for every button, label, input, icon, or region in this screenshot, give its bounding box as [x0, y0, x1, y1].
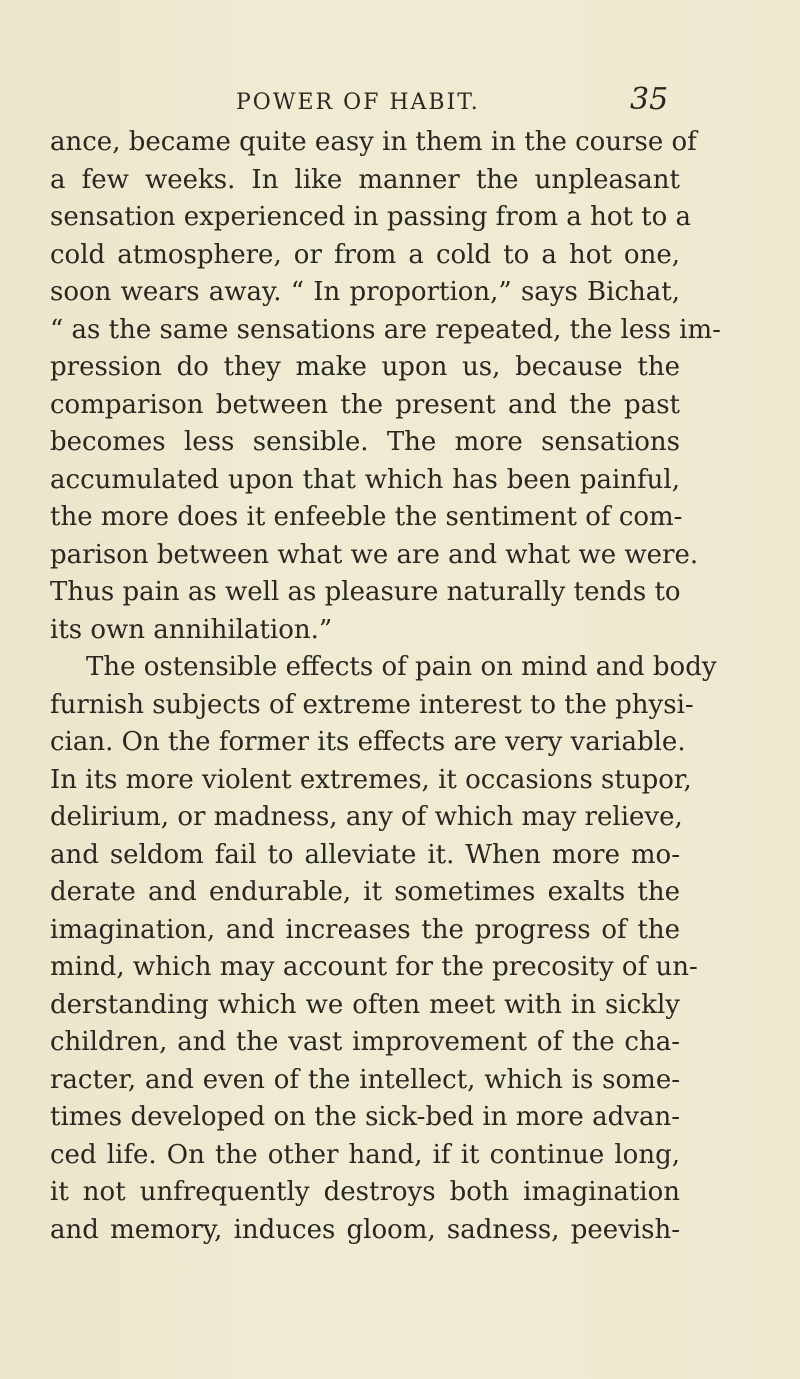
text-line: “ as the same sensations are repeated, the less im-	[50, 314, 721, 345]
text-line: comparison between the present and the past	[50, 389, 680, 420]
running-title: POWER OF HABIT.	[236, 90, 480, 115]
text-line: cian. On the former its effects are very variable.	[50, 727, 686, 757]
text-line: times developed on the sick-bed in more advan-	[50, 1102, 680, 1132]
text-line: sensation experienced in passing from a hot to a	[50, 202, 692, 232]
text-line: becomes less sensible. The more sensations	[50, 427, 680, 457]
page-header	[0, 78, 800, 118]
text-line: cold atmosphere, or from a cold to a hot one,	[50, 239, 680, 270]
text-line: imagination, and increases the progress of the	[50, 914, 680, 945]
text-line: derstanding which we often meet with in sickly	[50, 989, 680, 1020]
text-line: a few weeks. In like manner the unpleasant	[50, 164, 680, 195]
body-text	[50, 124, 721, 1249]
text-line: furnish subjects of extreme interest to the physi-	[50, 689, 694, 720]
text-line: delirium, or madness, any of which may relieve,	[50, 802, 683, 832]
text-line: ced life. On the other hand, if it continue long,	[50, 1139, 680, 1170]
text-line: pression do they make upon us, because the	[50, 352, 680, 382]
text-line: racter, and even of the intellect, which is some-	[50, 1064, 680, 1095]
text-line: mind, which may account for the precosity of un-	[50, 952, 698, 982]
text-line: parison between what we are and what we were.	[50, 539, 699, 570]
paragraph-start-line: The ostensible effects of pain on mind and body	[86, 652, 717, 682]
text-line: ance, became quite easy in them in the course of	[50, 127, 697, 157]
text-line: children, and the vast improvement of the cha-	[50, 1027, 680, 1057]
page-number: 35	[630, 82, 669, 117]
text-line: derate and endurable, it sometimes exalts the	[50, 877, 680, 907]
text-line: it not unfrequently destroys both imagination	[50, 1177, 680, 1207]
text-line: and seldom fail to alleviate it. When more mo-	[50, 839, 680, 870]
text-line: In its more violent extremes, it occasions stupor,	[50, 764, 692, 795]
text-line: accumulated upon that which has been painful,	[50, 464, 680, 495]
text-line: Thus pain as well as pleasure naturally tends to	[50, 577, 681, 607]
text-line: soon wears away. “ In proportion,” says Bichat,	[50, 277, 680, 307]
text-line: and memory, induces gloom, sadness, peevish-	[50, 1214, 680, 1245]
text-line: the more does it enfeeble the sentiment of com-	[50, 502, 683, 532]
paragraph-end-line: its own annihilation.”	[50, 614, 333, 645]
